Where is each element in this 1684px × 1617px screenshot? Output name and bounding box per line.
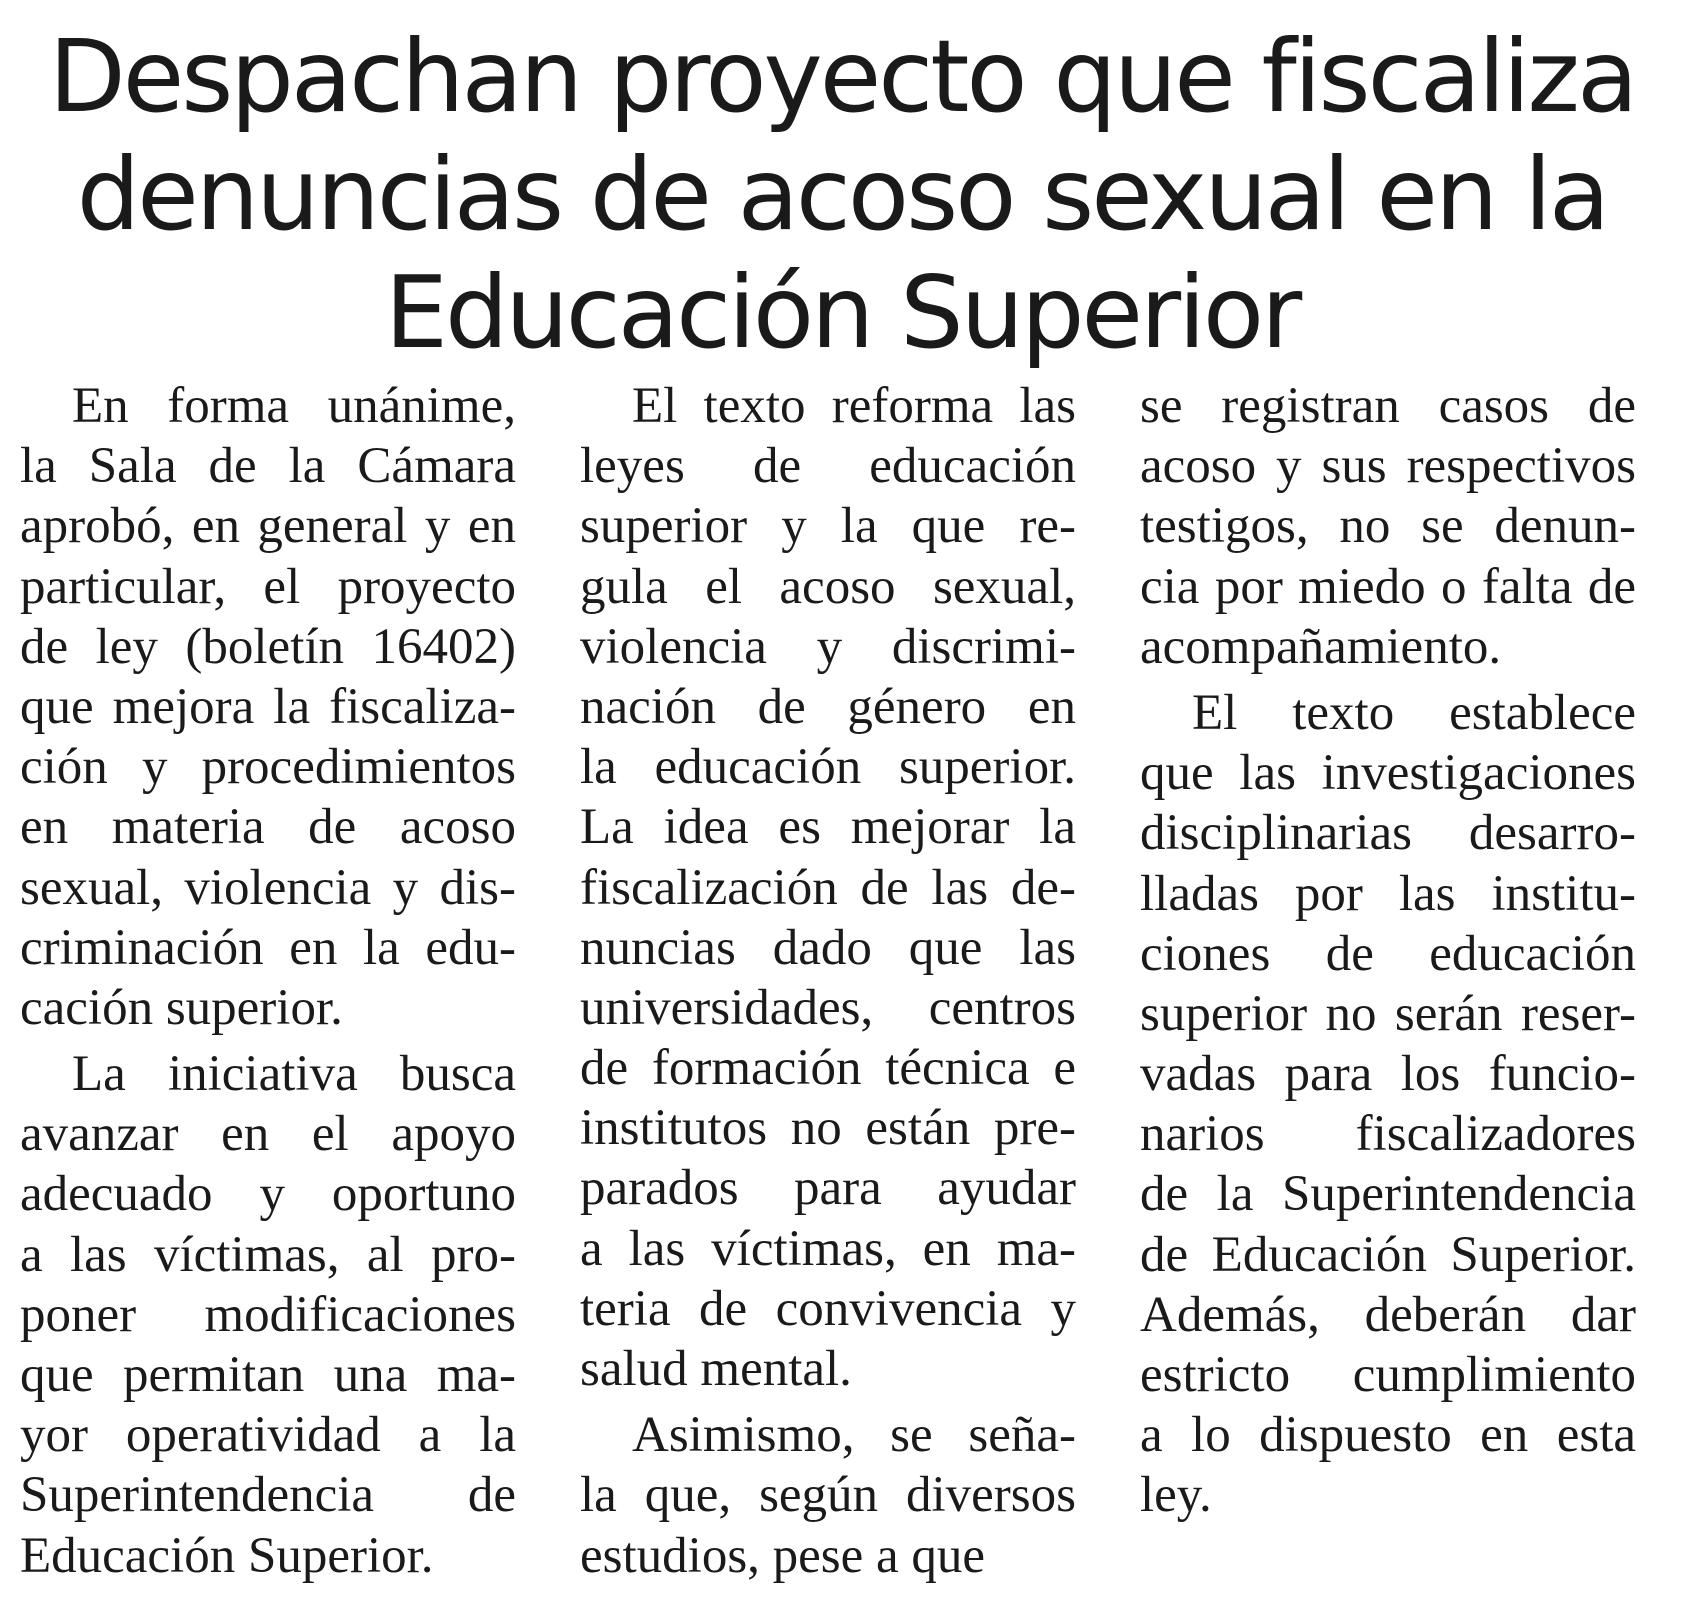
article-text-line: parados para ayudar xyxy=(580,1160,1076,1217)
article-text-line: se registran casos de xyxy=(1140,378,1636,434)
headline xyxy=(20,18,1664,372)
article-text-line: de la Superintendencia xyxy=(1140,1166,1636,1223)
article-text-line: de Educación Superior. xyxy=(1140,1226,1636,1283)
article-text-line: lladas por las institu- xyxy=(1140,865,1636,922)
article-text-line: La iniciativa busca xyxy=(72,1046,516,1103)
article-text-line: cación superior. xyxy=(20,979,343,1036)
article-text-line: violencia y discrimi- xyxy=(580,618,1076,675)
article-text-line: criminación en la edu- xyxy=(20,919,516,976)
article-text-line: Superintendencia de xyxy=(20,1467,516,1524)
article-text-line: gula el acoso sexual, xyxy=(580,558,1076,615)
article-text-line: estudios, pese a que xyxy=(580,1527,986,1584)
article-text-line: la Sala de la Cámara xyxy=(20,438,516,495)
article-text-line: Educación Superior. xyxy=(20,1527,434,1584)
article-text-line: a las víctimas, en ma- xyxy=(580,1220,1076,1277)
article-text-line: Además, deberán dar xyxy=(1140,1286,1636,1343)
article-text-line: que mejora la fiscaliza- xyxy=(20,678,516,735)
article-text-line: superior y la que re- xyxy=(580,498,1076,555)
article-text-line: leyes de educación xyxy=(580,438,1076,495)
headline-line: Despachan proyecto que fiscaliza xyxy=(48,18,1636,135)
article-text-line: a lo dispuesto en esta xyxy=(1140,1407,1636,1464)
article-column-2 xyxy=(580,376,1076,1592)
article-text-line: en materia de acoso xyxy=(20,799,516,856)
article-paragraph xyxy=(1140,683,1636,1526)
article-text-line: cia por miedo o falta de xyxy=(1140,558,1636,615)
article-text-line: En forma unánime, xyxy=(72,378,516,434)
article-text-line: ley. xyxy=(1140,1467,1212,1524)
article-text-line: yor operatividad a la xyxy=(20,1407,516,1464)
article-text-line: superior no serán reser- xyxy=(1140,985,1636,1042)
article-text-line: teria de convivencia y xyxy=(580,1280,1076,1337)
article-text-line: testigos, no se denun- xyxy=(1140,498,1636,555)
article-text-line: sexual, violencia y dis- xyxy=(20,859,516,916)
article-paragraph xyxy=(20,376,516,1038)
headline-line: denuncias de acoso sexual en la xyxy=(76,136,1608,253)
article-text-line: vadas para los funcio- xyxy=(1140,1046,1636,1103)
article-paragraph xyxy=(1140,376,1636,677)
article-text-line: avanzar en el apoyo xyxy=(20,1106,516,1163)
article-text-line: particular, el proyecto xyxy=(20,558,516,615)
article-text-line: de ley (boletín 16402) xyxy=(20,618,516,675)
article-text-line: que permitan una ma- xyxy=(20,1347,516,1403)
article-column-3 xyxy=(1140,376,1636,1532)
article-text-line: institutos no están pre- xyxy=(580,1100,1076,1157)
article-text-line: acompañamiento. xyxy=(1140,618,1502,675)
article-text-line: narios fiscalizadores xyxy=(1140,1106,1636,1163)
article-text-line: salud mental. xyxy=(580,1341,852,1397)
article-text-line: ción y procedimientos xyxy=(20,739,516,796)
article-text-line: El texto reforma las xyxy=(632,378,1076,434)
article-text-line: disciplinarias desarro- xyxy=(1140,805,1636,862)
article-text-line: adecuado y oportuno xyxy=(20,1166,516,1223)
article-text-line: nuncias dado que las xyxy=(580,919,1076,976)
article-text-line: ciones de educación xyxy=(1140,925,1636,982)
headline-line: Educación Superior xyxy=(384,254,1300,371)
article-paragraph xyxy=(580,1405,1076,1586)
article-paragraph xyxy=(20,1044,516,1586)
article-text-line: a las víctimas, al pro- xyxy=(20,1226,516,1283)
article-text-line: Asimismo, se seña- xyxy=(632,1407,1076,1464)
article-text-line: la educación superior. xyxy=(580,739,1076,796)
article-text-line: la que, según diversos xyxy=(580,1467,1076,1524)
article-text-line: poner modificaciones xyxy=(20,1286,516,1343)
article-column-1 xyxy=(20,376,516,1592)
article-text-line: La idea es mejorar la xyxy=(580,799,1076,856)
article-text-line: de formación técnica e xyxy=(580,1040,1076,1097)
article-text-line: estricto cumplimiento xyxy=(1140,1347,1636,1403)
article-text-line: universidades, centros xyxy=(580,979,1076,1036)
article-text-line: nación de género en xyxy=(580,678,1076,735)
article-text-line: acoso y sus respectivos xyxy=(1140,438,1636,495)
article-text-line: fiscalización de las de- xyxy=(580,859,1076,916)
article-text-line: que las investigaciones xyxy=(1140,745,1636,802)
article-text-line: El texto establece xyxy=(1192,684,1636,741)
article-paragraph xyxy=(580,376,1076,1399)
article-text-line: aprobó, en general y en xyxy=(20,498,516,555)
